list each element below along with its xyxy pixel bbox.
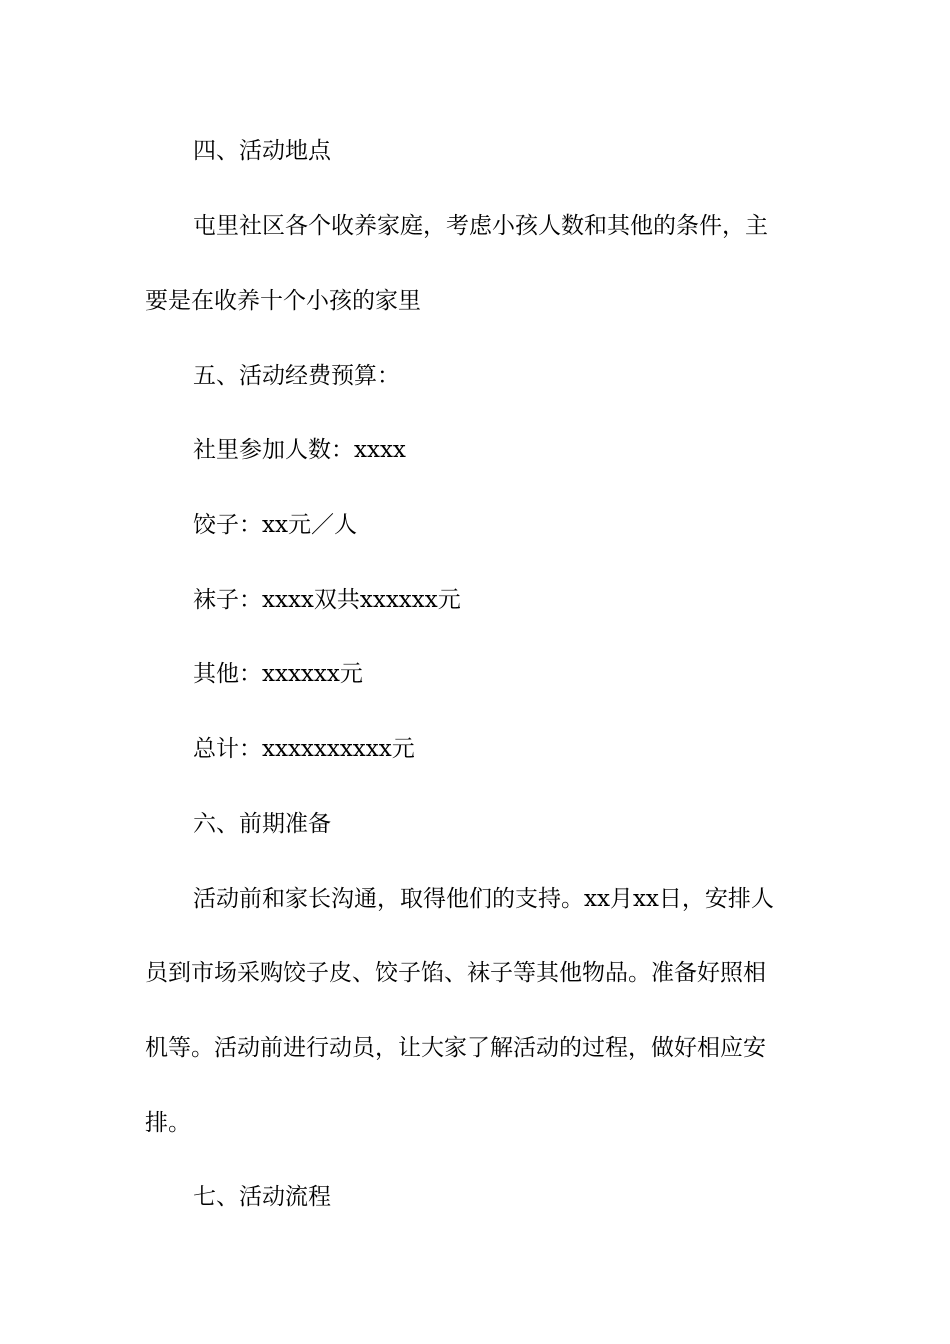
budget-total: 总计：xxxxxxxxxx元 — [193, 736, 415, 762]
section-heading-process: 七、活动流程 — [193, 1184, 331, 1210]
budget-item: 饺子：xx元／人 — [193, 512, 357, 538]
paragraph-line: 排。 — [145, 1110, 191, 1136]
budget-item: 其他：xxxxxx元 — [193, 661, 363, 687]
paragraph-line: 机等。活动前进行动员，让大家了解活动的过程，做好相应安 — [145, 1035, 766, 1061]
paragraph-line: 屯里社区各个收养家庭，考虑小孩人数和其他的条件，主 — [193, 213, 768, 239]
section-heading-location: 四、活动地点 — [193, 138, 331, 164]
section-heading-preparation: 六、前期准备 — [193, 811, 331, 837]
paragraph-line: 员到市场采购饺子皮、饺子馅、袜子等其他物品。准备好照相 — [145, 960, 766, 986]
budget-item: 袜子：xxxx双共xxxxxx元 — [193, 587, 461, 613]
section-heading-budget: 五、活动经费预算： — [193, 363, 400, 389]
paragraph-line: 要是在收养十个小孩的家里 — [145, 288, 421, 314]
paragraph-line: 活动前和家长沟通，取得他们的支持。xx月xx日，安排人 — [193, 886, 774, 912]
budget-item: 社里参加人数：xxxx — [193, 437, 406, 463]
